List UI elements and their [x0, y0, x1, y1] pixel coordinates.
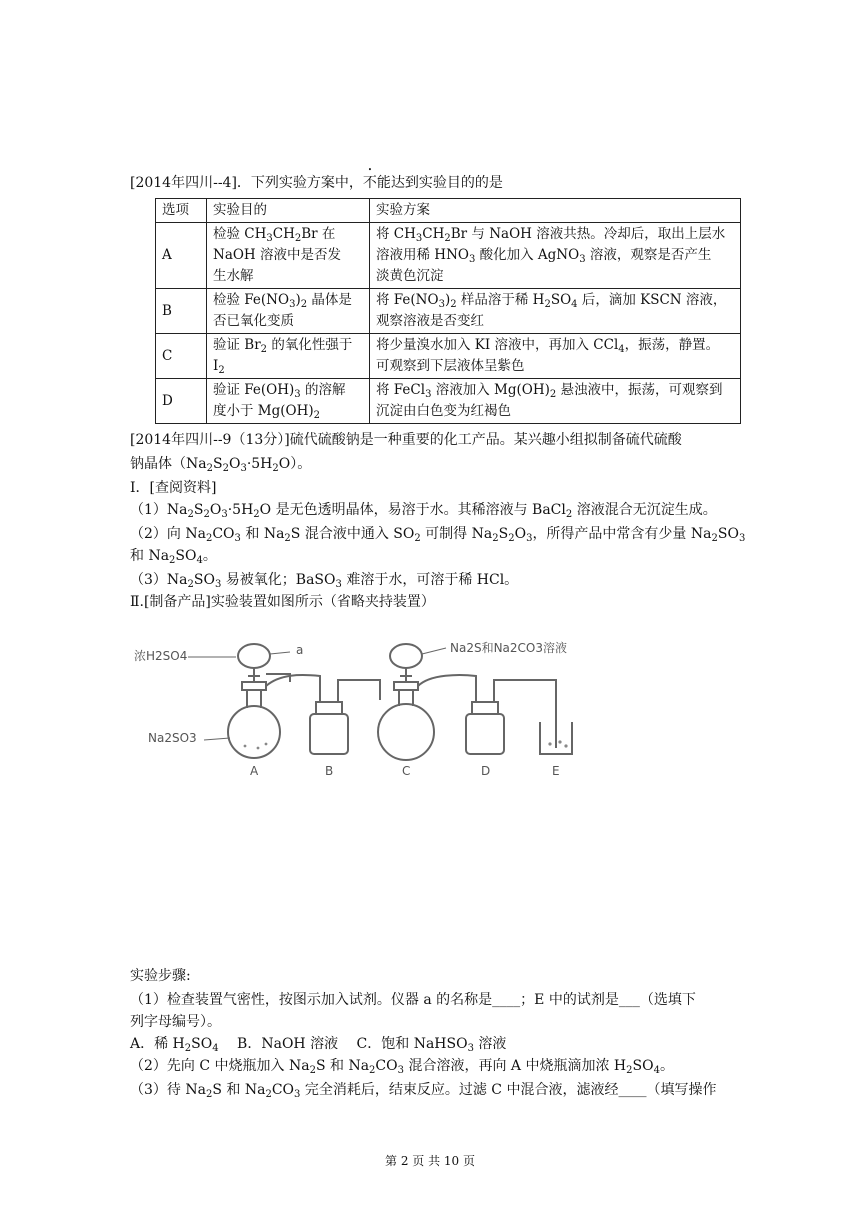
- question-9-intro: [2014年四川--9（13分）]硫代硫酸钠是一种重要的化工产品。某兴趣小组拟制备硫代硫酸: [130, 432, 682, 448]
- bottle-d: [466, 714, 504, 754]
- label-mixed-solution: Na2S和Na2CO3溶液: [450, 641, 568, 655]
- step-1: （1）检查装置气密性，按图示加入试剂。仪器 a 的名称是____；E 中的试剂是___（选填下: [130, 992, 696, 1008]
- step-3: （3）待 $Na_2S$ 和 $Na_2CO_3$ 完全消耗后，结束反应。过滤 C 中混合液，滤液经____（填写操作: [130, 1082, 717, 1100]
- table-row: D 验证 $Fe(OH)_3$ 的溶解 度小于 $Mg(OH)_2$ 将 FeCl$_3$ 溶液加入 $Mg(OH)_2$ 悬浊液中，振荡，可观察到 沉淀由白色变为红褐色: [156, 379, 741, 424]
- funnel-c: [390, 644, 422, 668]
- table-row: B 检验 $Fe(NO_3)_2$ 晶体是 否已氧化变质 将 $Fe(NO_3)_2$ 样品溶于稀 $H_2SO_4$ 后，滴加 KSCN 溶液， 观察溶液是否变红: [156, 289, 741, 334]
- flask-label-a: A: [250, 764, 259, 778]
- label-conc-sulfuric: 浓H2SO4: [134, 649, 188, 663]
- step-2: （2）先向 C 中烧瓶加入 $Na_2S$ 和 $Na_2CO_3$ 混合溶液，再向 A 中烧瓶滴加浓 $H_2SO_4$。: [130, 1058, 674, 1076]
- step-1-cont: 列字母编号）。: [130, 1014, 221, 1030]
- flask-label-d: D: [481, 764, 491, 778]
- section-heading: Ⅱ.[制备产品]实验装置如图所示（省略夹持装置）: [130, 594, 435, 610]
- table-row: C 验证 $Br_2$ 的氧化性强于 $I_2$ 将少量溴水加入 KI 溶液中，再加入 CCl$_4$，振荡，静置。 可观察到下层液体呈紫色: [156, 334, 741, 379]
- answer-options: A．稀 $H_2SO_4$ B．NaOH 溶液 C．饱和 NaHSO$_3$ 溶液: [130, 1036, 507, 1054]
- reference-item: $(3)Na_2SO_3$ 易被氧化；BaSO$_3$ 难溶于水，可溶于稀 HCl。: [130, 572, 519, 590]
- reference-item: （2）向 $Na_2CO_3$ 和 $Na_2S$ 混合液中通入 $SO_2$ 可制得 $Na_2S_2O_3$，所得产品中常含有少量 $Na_2SO_3$: [130, 526, 746, 544]
- section-heading: I．[查阅资料]: [130, 480, 217, 496]
- flask-label-b: B: [325, 764, 334, 778]
- reference-item-cont: 和 $Na_2SO_4$。: [130, 548, 217, 566]
- experiment-table: [155, 198, 741, 424]
- reference-item: $(1)Na_2S_2O_3\cdot 5H_2O$ 是无色透明晶体，易溶于水。其稀溶液与 BaCl$_2$ 溶液混合无沉淀生成。: [130, 502, 717, 520]
- funnel-a: [238, 644, 270, 668]
- question-9-intro-cont: 钠晶体$(Na_2S_2O_3\cdot 5H_2O)$。: [130, 456, 312, 474]
- flask-a: [228, 706, 280, 758]
- flask-label-e: E: [552, 764, 560, 778]
- steps-title: 实验步骤:: [130, 968, 191, 984]
- question-4-stem: [2014年四川--4]．下列实验方案中，不能达到实验目的的是: [130, 175, 503, 191]
- flask-c: [378, 704, 434, 760]
- label-a: a: [296, 643, 304, 657]
- emphasis-mark: 不: [362, 175, 377, 191]
- page-footer: 第 2 页 共 10 页: [385, 1154, 475, 1168]
- apparatus-figure: [130, 630, 610, 780]
- bottle-b: [310, 714, 348, 754]
- flask-label-c: C: [402, 764, 411, 778]
- table-header-row: 选项 实验目的 实验方案: [156, 199, 741, 223]
- table-row: A 检验 $CH_3CH_2Br$ 在 NaOH 溶液中是否发 生水解 将 $CH_3CH_2Br$ 与 NaOH 溶液共热。冷却后，取出上层水 溶液用稀 $HNO_3$ 酸化加入 AgNO$_3$ 溶液，观察是否产生 淡黄色沉淀: [156, 223, 741, 289]
- label-sodium-sulfite: Na2SO3: [148, 731, 197, 745]
